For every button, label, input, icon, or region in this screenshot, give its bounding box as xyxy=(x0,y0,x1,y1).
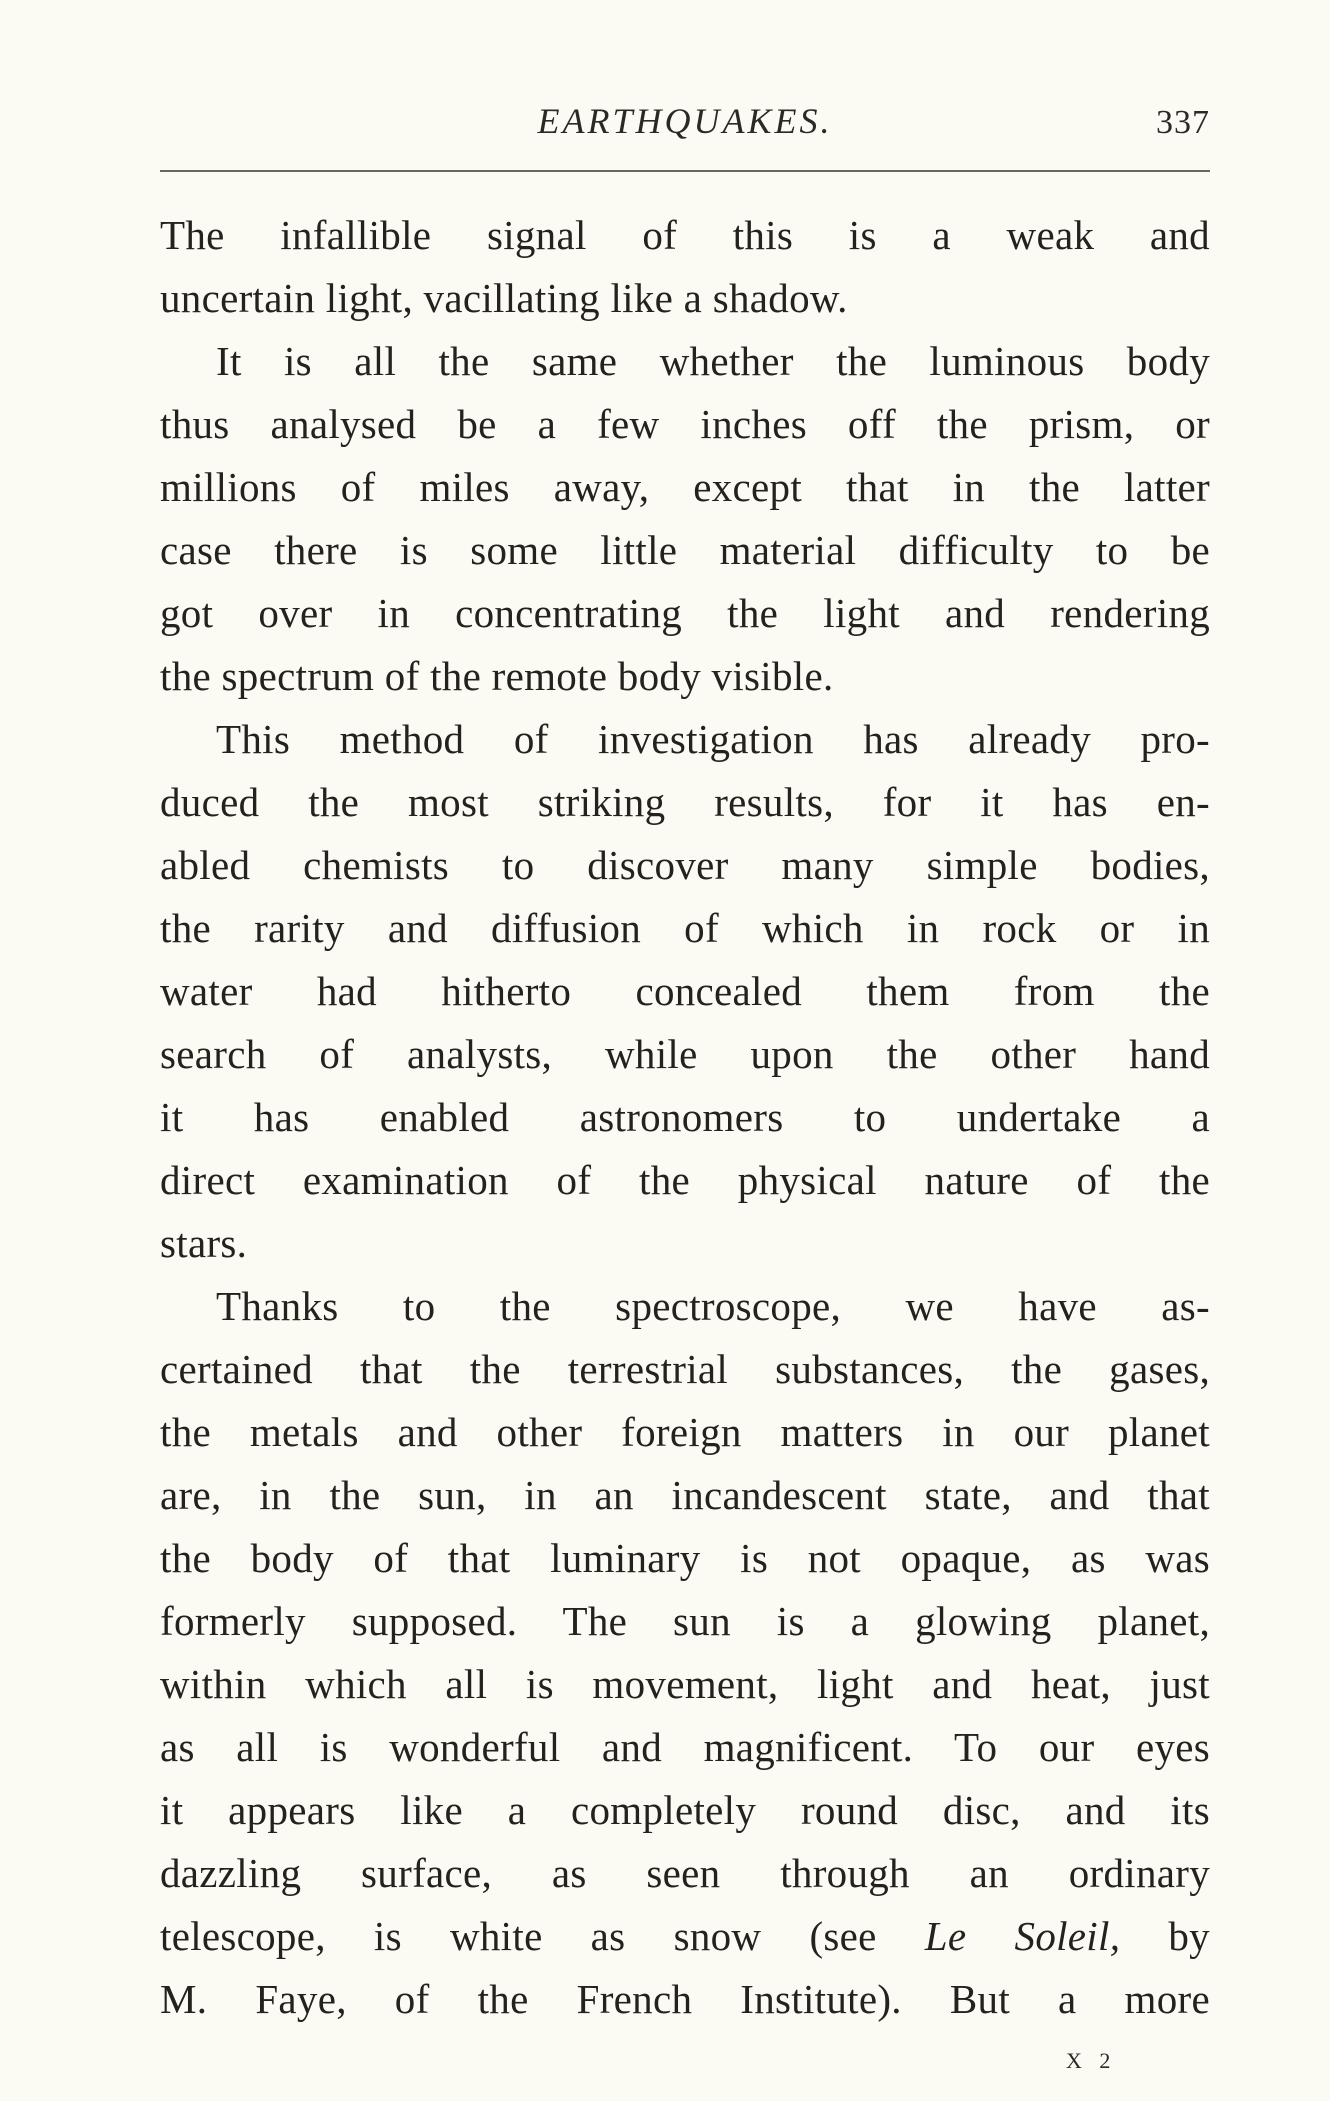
text-line: stars. xyxy=(160,1220,248,1266)
page-number: 337 xyxy=(1156,104,1210,141)
running-title: EARTHQUAKES. xyxy=(537,101,833,141)
body-text xyxy=(160,204,1210,2031)
text-line-with-citation xyxy=(160,1905,1210,1968)
text-line: the rarity and diffusion of which in rock or in xyxy=(160,905,1210,951)
text-line: abled chemists to discover many simple bodies, xyxy=(160,842,1210,888)
text-line: certained that the terrestrial substances, the gases, xyxy=(160,1346,1210,1392)
citation-trail: by xyxy=(1168,1913,1210,1959)
text-line: water had hitherto concealed them from the xyxy=(160,968,1210,1014)
text-line: it appears like a completely round disc, and its xyxy=(160,1787,1210,1833)
text-line: The infallible signal of this is a weak and xyxy=(160,212,1210,258)
signature-mark: X 2 xyxy=(1066,2048,1117,2073)
text-line: got over in concentrating the light and rendering xyxy=(160,590,1210,636)
text-line: uncertain light, vacillating like a shadow. xyxy=(160,275,848,321)
text-line: the body of that luminary is not opaque, as was xyxy=(160,1535,1210,1581)
text-line: case there is some little material difficulty to be xyxy=(160,527,1210,573)
text-line: formerly supposed. The sun is a glowing planet, xyxy=(160,1598,1210,1644)
header-rule xyxy=(160,170,1210,172)
text-line: search of analysts, while upon the other hand xyxy=(160,1031,1210,1077)
text-line: M. Faye, of the French Institute). But a more xyxy=(160,1976,1210,2022)
text-line: are, in the sun, in an incandescent state, and that xyxy=(160,1472,1210,1518)
text-line: as all is wonderful and magnificent. To our eyes xyxy=(160,1724,1210,1770)
text-line: Thanks to the spectroscope, we have as- xyxy=(216,1283,1210,1329)
text-line: the metals and other foreign matters in our planet xyxy=(160,1409,1210,1455)
text-line: It is all the same whether the luminous body xyxy=(216,338,1210,384)
text-line: This method of investigation has already pro- xyxy=(216,716,1210,762)
running-head xyxy=(160,100,1210,160)
book-title-citation: Le Soleil, xyxy=(924,1913,1121,1959)
text-line: thus analysed be a few inches off the prism, or xyxy=(160,401,1210,447)
text-line: the spectrum of the remote body visible. xyxy=(160,653,834,699)
text-line: duced the most striking results, for it has en- xyxy=(160,779,1210,825)
text-line: dazzling surface, as seen through an ordinary xyxy=(160,1850,1210,1896)
text-line: direct examination of the physical nature of the xyxy=(160,1157,1210,1203)
citation-lead: telescope, is white as snow (see xyxy=(160,1913,877,1959)
text-line: within which all is movement, light and heat, just xyxy=(160,1661,1210,1707)
text-line: millions of miles away, except that in the latter xyxy=(160,464,1210,510)
text-line: it has enabled astronomers to undertake a xyxy=(160,1094,1210,1140)
